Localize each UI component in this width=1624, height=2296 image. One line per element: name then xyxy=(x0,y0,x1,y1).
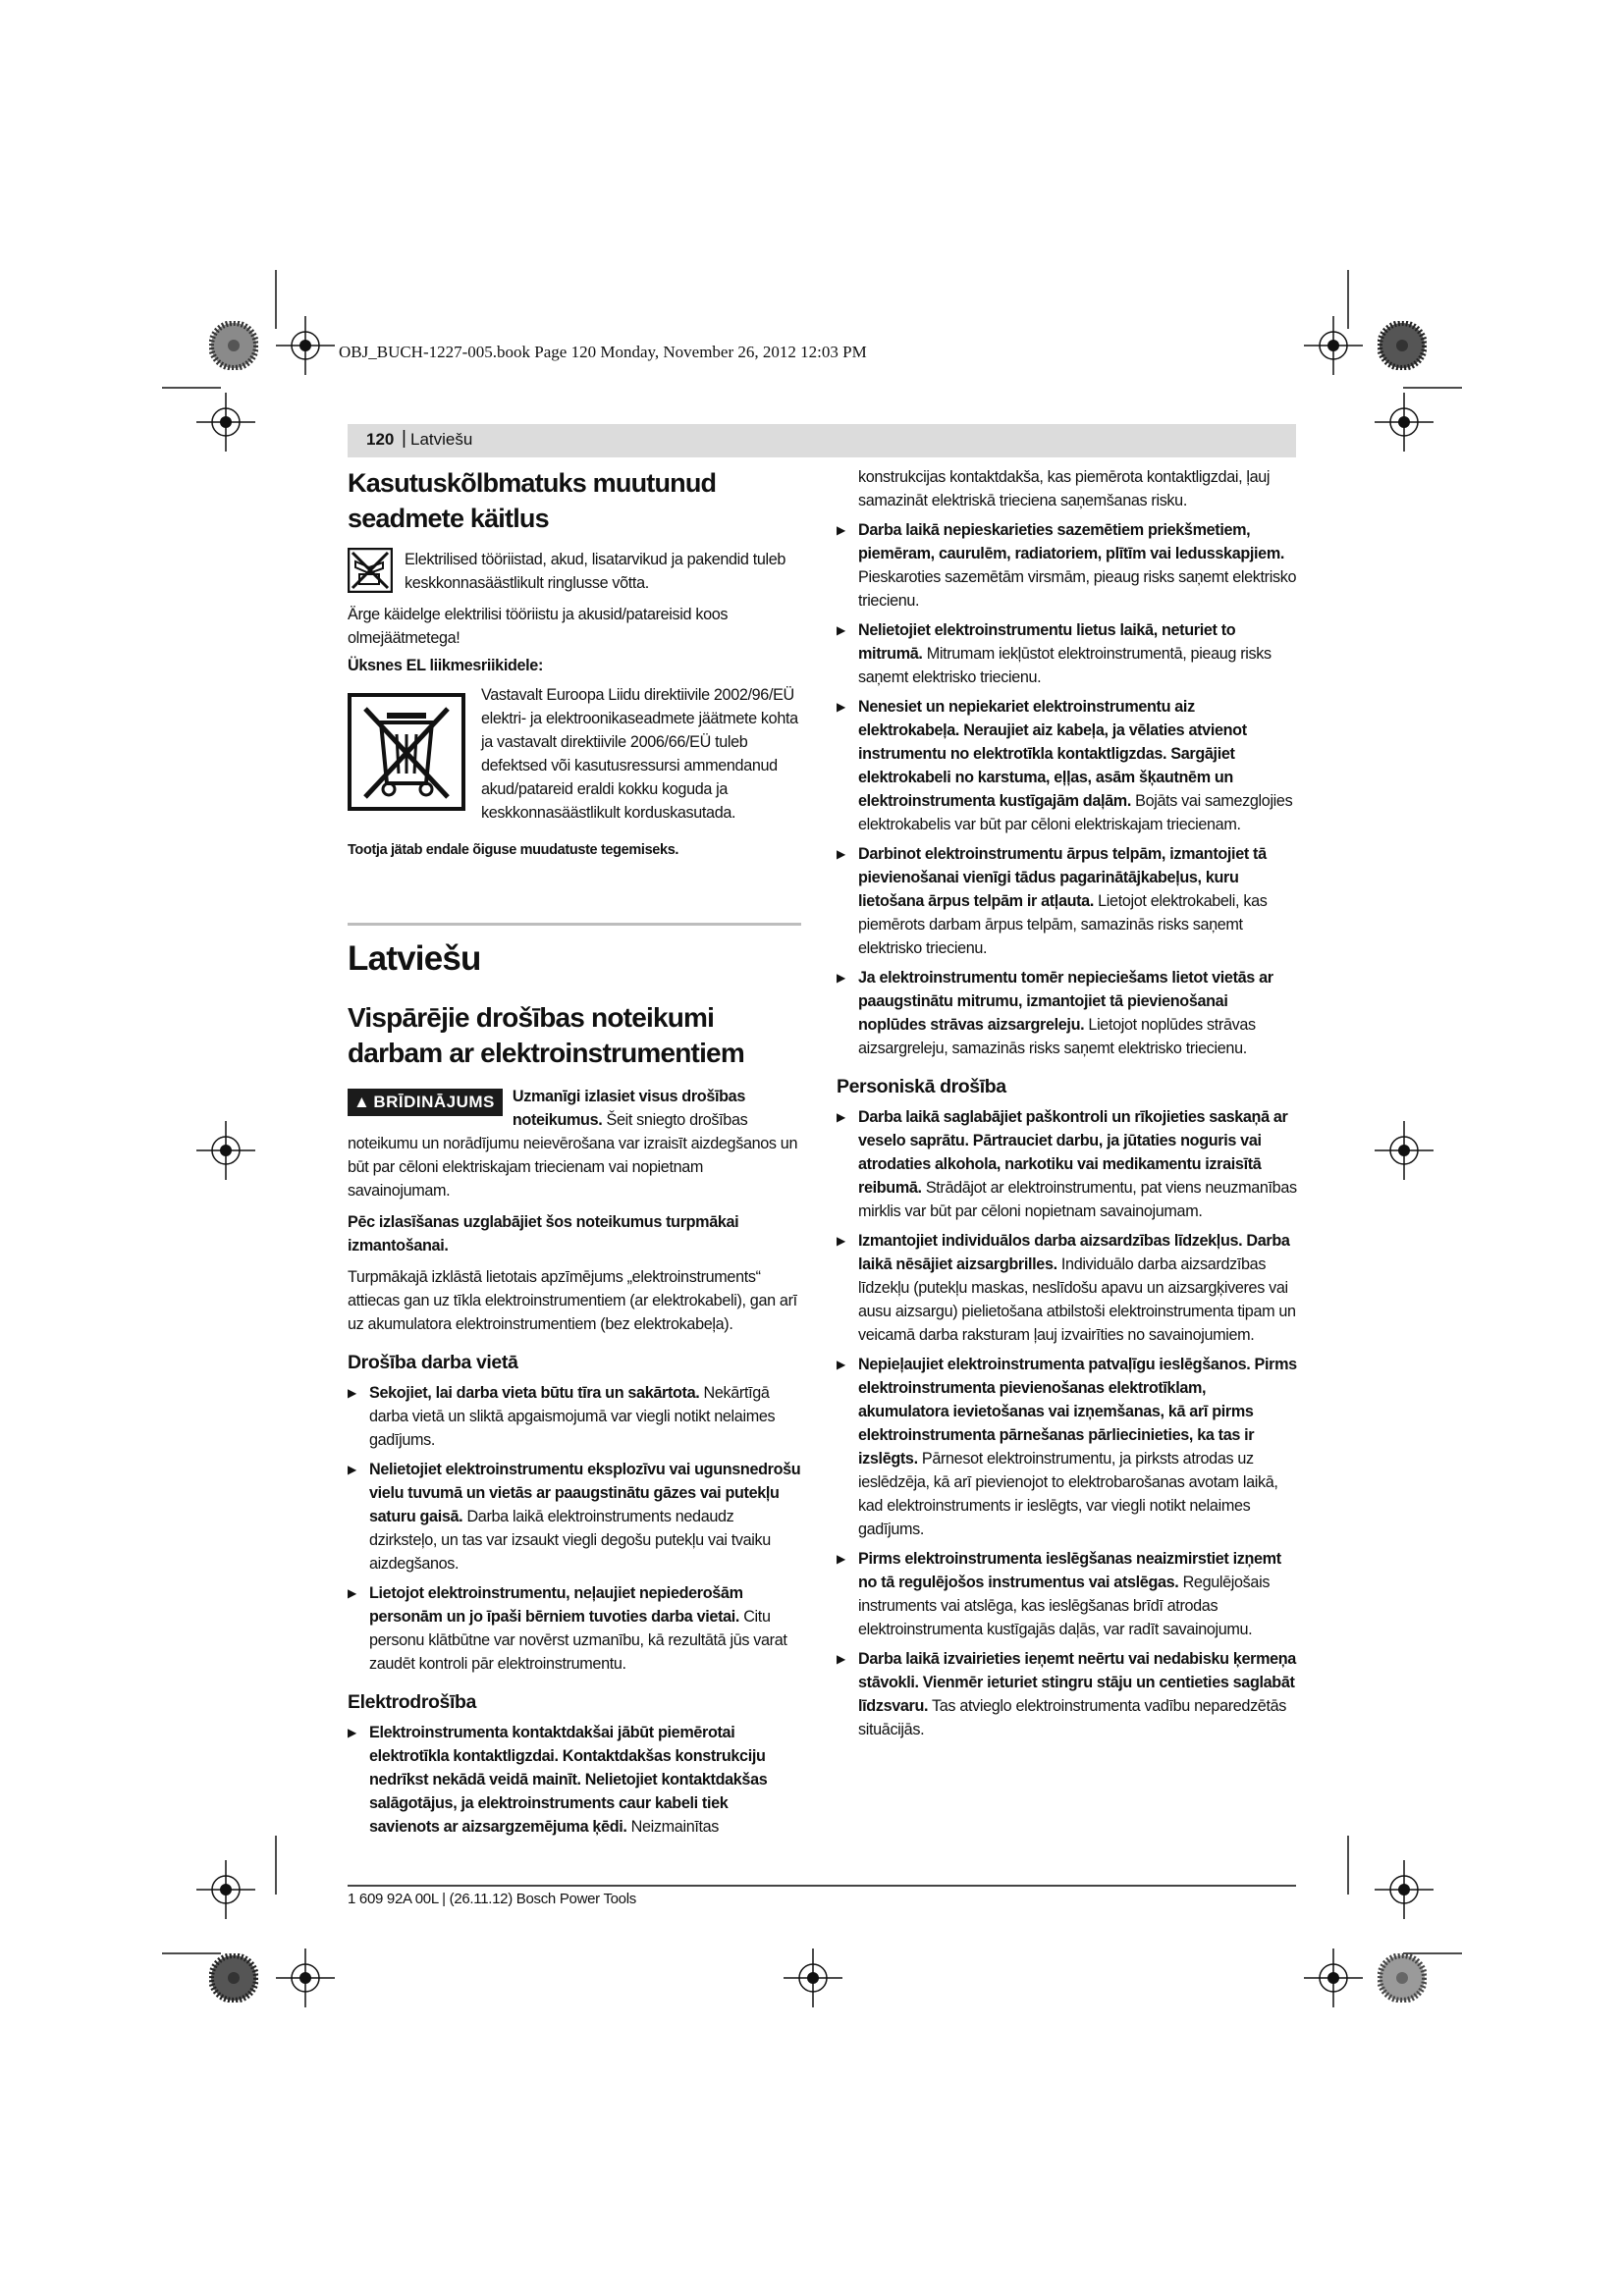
page-header-bar xyxy=(348,424,1296,457)
registration-target-icon xyxy=(276,1949,335,2007)
registration-target-icon xyxy=(1304,1949,1363,2007)
right-column xyxy=(837,465,1298,1747)
latvian-title: Vispārējie drošības noteikumi darbam ar elektroinstrumentiem xyxy=(348,1002,744,1068)
registration-target-icon xyxy=(196,393,255,452)
estonian-eu-heading: Üksnes EL liikmesriikidele: xyxy=(348,657,543,674)
list-item: ▶ Pirms elektroinstrumenta ieslēgšanas neaizmirstiet izņemt no tā regulējošos instrumentus vai atslēgas. Regulējošais instruments vai atslēga, kas ieslēgšanas brīdī atrodas elektroinstrumenta kustīgajās daļās, var radīt savainojumu. xyxy=(837,1547,1298,1641)
work-area-list xyxy=(348,1381,801,1676)
list-item: ▶ Izmantojiet individuālos darba aizsardzības līdzekļus. Darba laikā nēsājiet aizsargbrilles. Individuālo darba aizsardzības līdzekļu (putekļu maskas, neslīdošu apavu un aizsargķiveres vai ausu aizsargu) pielietošana atbilstoši elektroinstrumenta tipam un veicamā darba raksturam ļauj izvairīties no savainojumiem. xyxy=(837,1229,1298,1347)
list-item: ▶ Darba laikā nepieskarieties sazemētiem priekšmetiem, piemēram, caurulēm, radiatoriem, plītīm vai ledusskapjiem. Pieskaroties sazemētām virsmām, pieaug risks saņemt elektrisko triecienu. xyxy=(837,518,1298,613)
header-language: Latviešu xyxy=(410,430,473,449)
list-item: ▶ Nelietojiet elektroinstrumentu eksplozīvu vai ugunsnedrošu vielu tuvumā un vietās ar paaugstinātu gāzes vai putekļu saturu gaisā. Darba laikā elektroinstruments nedaudz dzirksteļo, un tas var izsaukt viegli degošu putekļu vai tvaiku aizdegšanos. xyxy=(348,1458,801,1575)
electrical-list-continued xyxy=(837,518,1298,1060)
electrical-heading: Elektrodrošība xyxy=(348,1691,476,1713)
page-footer: 1 609 92A 00L | (26.11.12) Bosch Power Tools xyxy=(348,1891,636,1907)
work-area-heading: Drošība darba vietā xyxy=(348,1352,518,1373)
list-item: ▶ Nenesiet un nepiekariet elektroinstrumentu aiz elektrokabeļa. Neraujiet aiz kabeļa, ja vēlaties atvienot instrumentu no elektrotīkla kontaktligzdas. Sargājiet elektrokabeli no karstuma, eļļas, asām šķautnēm un elektroinstrumenta kustīgajām daļām. Bojāts vai samezglojies elektrokabelis var būt par cēloni elektriskajam triecienam. xyxy=(837,695,1298,836)
recycling-note xyxy=(348,548,801,595)
registration-target-icon xyxy=(1375,393,1434,452)
estonian-title: Kasutuskõlbmatuks muutunud seadmete käitlus xyxy=(348,468,717,533)
registration-target-icon xyxy=(1375,1121,1434,1180)
personal-heading: Personiskā drošība xyxy=(837,1076,1006,1097)
latvian-section-title: Latviešu xyxy=(348,939,481,978)
list-item: ▶ Darba laikā izvairieties ieņemt neērtu vai nedabisku ķermeņa stāvokli. Vienmēr ieturiet stingru stāju un centieties saglabāt līdzsvaru. Tas atvieglo elektroinstrumenta vadību neparedzētās situācijās. xyxy=(837,1647,1298,1741)
color-calibration-wheel-icon xyxy=(209,321,258,370)
warning-bold-text: Uzmanīgi izlasiet visus drošības noteikumus. xyxy=(512,1088,745,1129)
definition-text: Turpmākajā izklāstā lietotais apzīmējums „elektroinstruments“ attiecas gan uz tīkla elektroinstrumentiem (ar elektrokabeli), gan arī uz akumulatora elektroinstrumentiem (bez elektrokabeļa). xyxy=(348,1268,797,1333)
warning-triangle-icon: ▲ xyxy=(353,1093,371,1111)
left-column xyxy=(348,465,801,1844)
warning-label: ▲ BRĪDINĀJUMS xyxy=(348,1089,503,1116)
color-calibration-wheel-icon xyxy=(1378,321,1427,370)
list-item: ▶ Ja elektroinstrumentu tomēr nepieciešams lietot vietās ar paaugstinātu mitrumu, izmantojiet tā pievienošanai noplūdes strāvas aizsargreleju. Lietojot noplūdes strāvas aizsargreleju, samazinās risks saņemt elektrisko triecienu. xyxy=(837,966,1298,1060)
registration-target-icon xyxy=(784,1949,842,2007)
crossed-out-battery-icon xyxy=(348,548,393,593)
list-item: ▶ Nepieļaujiet elektroinstrumenta patvaļīgu ieslēgšanos. Pirms elektroinstrumenta pievienošanas elektrotīklam, akumulatora ievietošanas vai izņemšanas, kā arī pirms elektroinstrumenta pārnešanas pārliecinieties, ka tas ir izslēgts. Pārnesot elektroinstrumentu, ja pirksts atrodas uz ieslēdzēja, kā arī pievienojot to elektrobarošanas avotam laikā, kad elektroinstruments ir ieslēgts, var viegli notikt nelaimes gadījums. xyxy=(837,1353,1298,1541)
estonian-intro: Elektrilised tööriistad, akud, lisatarvikud ja pakendid tuleb keskkonnasäästlikult ringlusse võtta. xyxy=(405,551,786,592)
estonian-household-warning: Ärge käidelge elektrilisi tööriistu ja akusid/patareisid koos olmejäätmetega! xyxy=(348,606,729,647)
registration-target-icon xyxy=(1304,316,1363,375)
estonian-eu-text: Vastavalt Euroopa Liidu direktiivile 2002/96/EÜ elektri- ja elektroonikaseadmete jäätmete kohta ja vastavalt direktiivile 2006/66/EÜ tuleb defektsed või kasutusressursi ammendanud akud/patareid eraldi kokku koguda ja keskkonnasäästlikult korduskasutada. xyxy=(481,686,798,822)
registration-target-icon xyxy=(1375,1860,1434,1919)
personal-list xyxy=(837,1105,1298,1741)
list-item: ▶ Sekojiet, lai darba vieta būtu tīra un sakārtota. Nekārtīgā darba vietā un sliktā apgaismojumā var viegli notikt nelaimes gadījums. xyxy=(348,1381,801,1452)
footer-rule xyxy=(348,1885,1296,1887)
section-divider xyxy=(348,923,801,926)
list-item: ▶ Elektroinstrumenta kontaktdakšai jābūt piemērotai elektrotīkla kontaktligzdai. Kontaktdakšas konstrukciju nedrīkst nekādā veidā mainīt. Nelietojiet kontaktdakšas salāgotājus, ja elektroinstruments caur kabeli tiek savienots ar aizsargzemējuma ķēdi. Neizmainītas xyxy=(348,1721,801,1839)
registration-target-icon xyxy=(276,316,335,375)
eu-directive-note xyxy=(348,683,801,825)
color-calibration-wheel-icon xyxy=(209,1953,258,2002)
list-item: ▶ Lietojot elektroinstrumentu, neļaujiet nepiederošām personām un jo īpaši bērniem tuvoties darba vietai. Citu personu klātbūtne var novērst uzmanību, kā rezultātā jūs varat zaudēt kontroli pār elektroinstrumentu. xyxy=(348,1581,801,1676)
keep-instructions: Pēc izlasīšanas uzglabājiet šos noteikumus turpmākai izmantošanai. xyxy=(348,1213,739,1255)
list-item: ▶ Darba laikā saglabājiet paškontroli un rīkojieties saskaņā ar veselo saprātu. Pārtrauciet darbu, ja jūtaties noguris vai atrodaties alkohola, narkotiku vai medikamentu izraisītā reibumā. Strādājot ar elektroinstrumentu, pat viens neuzmanības mirklis var būt par cēloni nopietnam savainojumam. xyxy=(837,1105,1298,1223)
electrical-list xyxy=(348,1721,801,1839)
list-item: ▶ Darbinot elektroinstrumentu ārpus telpām, izmantojiet tā pievienošanai vienīgi tādus pagarinātājkabeļus, kuru lietošana ārpus telpām ir atļauta. Lietojot elektrokabeli, kas piemērots darbam ārpus telpām, samazinās risks saņemt elektrisko triecienu. xyxy=(837,842,1298,960)
warning-text: Šeit sniegto drošības noteikumu un norādījumu neievērošana var izraisīt aizdegšanos un būt par cēloni elektriskajam triecienam vai nopietnam savainojumam. xyxy=(348,1111,798,1200)
warning-block xyxy=(348,1085,801,1202)
registration-target-icon xyxy=(196,1121,255,1180)
page-number: 120 xyxy=(366,430,395,449)
electrical-continuation: konstrukcijas kontaktdakša, kas piemērota kontaktligzdai, ļauj samazināt elektriskā trieciena saņemšanas risku. xyxy=(858,468,1271,509)
list-item: ▶ Nelietojiet elektroinstrumentu lietus laikā, neturiet to mitrumā. Mitrumam iekļūstot elektroinstrumentā, pieaug risks saņemt elektrisko triecienu. xyxy=(837,618,1298,689)
registration-target-icon xyxy=(196,1860,255,1919)
crossed-out-wheeled-bin-icon xyxy=(348,693,465,811)
file-header: OBJ_BUCH-1227-005.book Page 120 Monday, November 26, 2012 12:03 PM xyxy=(339,343,867,361)
header-separator: | xyxy=(402,428,406,449)
color-calibration-wheel-icon xyxy=(1378,1953,1427,2002)
estonian-rights-note: Tootja jätab endale õiguse muudatuste tegemiseks. xyxy=(348,842,679,858)
